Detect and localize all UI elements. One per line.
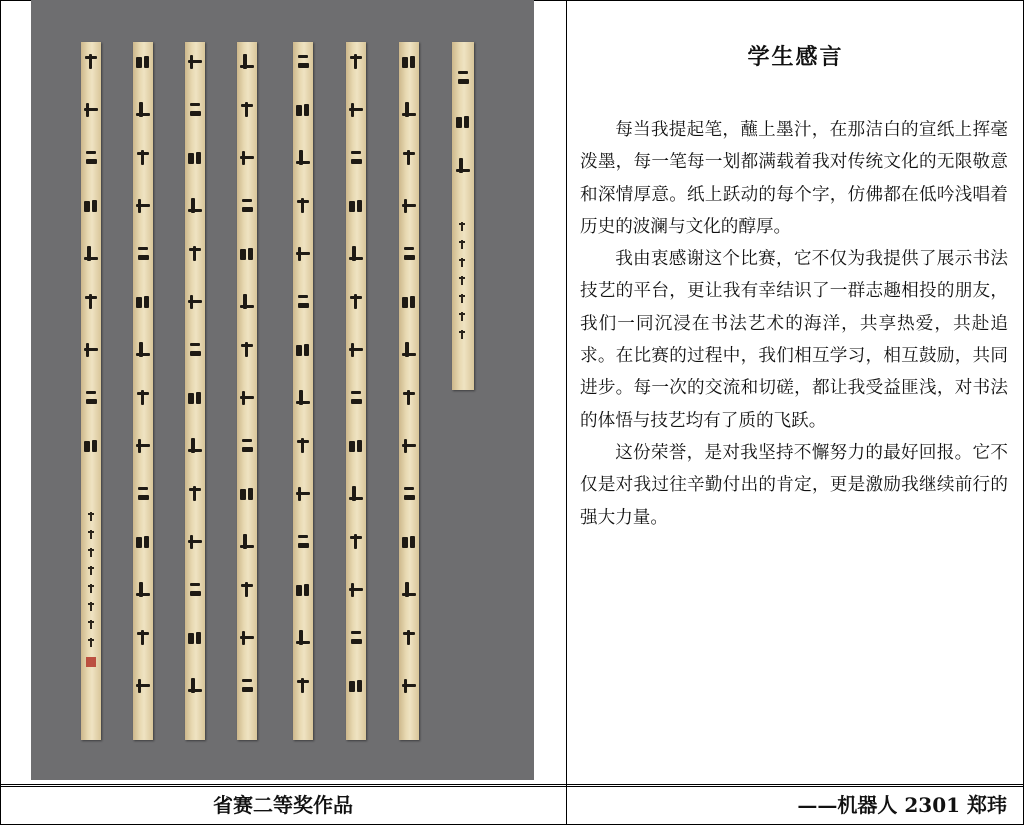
calligraphy-glyph-mark [402,582,416,598]
calligraphy-glyph-mark [136,486,150,502]
calligraphy-glyph-mark [349,246,363,262]
title-glyph-mark [456,70,470,86]
footer-divider-top [0,784,1024,785]
title-note-mark [458,276,466,286]
signature-mark [87,584,95,594]
calligraphy-glyph-mark [296,102,310,118]
calligraphy-glyph-mark [84,54,98,70]
calligraphy-glyph-mark [136,294,150,310]
author-caption: ——机器人 2301 郑玮 [797,793,1007,817]
calligraphy-glyph-mark [188,534,202,550]
calligraphy-glyph-mark [84,438,98,454]
calligraphy-glyph-mark [296,198,310,214]
calligraphy-glyph-mark [402,534,416,550]
calligraphy-glyph-mark [296,150,310,166]
calligraphy-glyph-mark [136,534,150,550]
essay-title: 学生感言 [747,44,844,70]
calligraphy-artwork [31,0,534,780]
calligraphy-glyph-mark [188,342,202,358]
title-note-mark [458,240,466,250]
calligraphy-glyph-mark [84,102,98,118]
calligraphy-glyph-mark [136,678,150,694]
essay-paragraph: 每当我提起笔，蘸上墨汁，在那洁白的宣纸上挥毫泼墨，每一笔每一划都满载着我对传统文化的无限敬意和深情厚意。纸上跃动的每个字，仿佛都在低吟浅唱着历史的波澜与文化的醇厚。 [580,120,1008,237]
calligraphy-glyph-mark [402,342,416,358]
bamboo-strip [81,42,101,740]
calligraphy-glyph-mark [240,294,254,310]
title-note-mark [458,330,466,340]
calligraphy-glyph-mark [136,390,150,406]
calligraphy-glyph-mark [296,342,310,358]
calligraphy-glyph-mark [84,150,98,166]
calligraphy-glyph-mark [136,246,150,262]
seal-stamp [86,657,96,667]
calligraphy-glyph-mark [84,390,98,406]
calligraphy-glyph-mark [240,342,254,358]
essay-paragraph: 我由衷感谢这个比赛，它不仅为我提供了展示书法技艺的平台，更让我有幸结识了一群志趣相投的朋友，我们一同沉浸在书法艺术的海洋，共享热爱，共赴追求。在比赛的过程中，我们相互学习，相互鼓励，共同进步。每一次的交流和切磋，都让我受益匪浅，对书法的体悟与技艺均有了质的飞跃。 [580,249,1008,431]
calligraphy-glyph-mark [188,198,202,214]
calligraphy-glyph-mark [349,342,363,358]
award-caption: 省赛二等奖作品 [213,793,353,817]
calligraphy-glyph-mark [136,54,150,70]
calligraphy-glyph-mark [188,678,202,694]
calligraphy-glyph-mark [402,294,416,310]
signature-mark [87,530,95,540]
signature-mark [87,620,95,630]
signature-mark [87,566,95,576]
calligraphy-glyph-mark [296,678,310,694]
calligraphy-glyph-mark [349,678,363,694]
essay-paragraph: 这份荣誉，是对我坚持不懈努力的最好回报。它不仅是对我过往辛勤付出的肯定，更是激励我继续前行的强大力量。 [580,442,1008,528]
calligraphy-glyph-mark [188,582,202,598]
calligraphy-glyph-mark [188,630,202,646]
bamboo-strip [185,42,205,740]
calligraphy-glyph-mark [188,390,202,406]
title-glyph-mark [456,158,470,174]
calligraphy-glyph-mark [349,486,363,502]
title-note-mark [458,312,466,322]
signature-mark [87,548,95,558]
title-note-mark [458,294,466,304]
calligraphy-glyph-mark [349,150,363,166]
calligraphy-glyph-mark [188,150,202,166]
calligraphy-glyph-mark [188,246,202,262]
calligraphy-glyph-mark [296,438,310,454]
signature-mark [87,602,95,612]
calligraphy-glyph-mark [136,198,150,214]
calligraphy-glyph-mark [136,630,150,646]
calligraphy-glyph-mark [402,150,416,166]
calligraphy-glyph-mark [349,294,363,310]
calligraphy-glyph-mark [188,54,202,70]
calligraphy-glyph-mark [296,630,310,646]
title-strip [452,42,474,390]
calligraphy-glyph-mark [296,486,310,502]
calligraphy-glyph-mark [84,198,98,214]
calligraphy-glyph-mark [136,438,150,454]
calligraphy-glyph-mark [349,534,363,550]
bamboo-strip [237,42,257,740]
calligraphy-glyph-mark [188,486,202,502]
calligraphy-glyph-mark [296,534,310,550]
calligraphy-glyph-mark [84,342,98,358]
calligraphy-glyph-mark [240,534,254,550]
calligraphy-glyph-mark [240,438,254,454]
calligraphy-glyph-mark [136,102,150,118]
calligraphy-glyph-mark [402,630,416,646]
calligraphy-glyph-mark [349,390,363,406]
calligraphy-glyph-mark [136,342,150,358]
calligraphy-glyph-mark [296,582,310,598]
calligraphy-glyph-mark [240,246,254,262]
calligraphy-glyph-mark [240,630,254,646]
column-divider [566,0,567,825]
bamboo-strip [133,42,153,740]
calligraphy-glyph-mark [84,246,98,262]
essay-body [580,114,1008,534]
calligraphy-glyph-mark [188,294,202,310]
calligraphy-glyph-mark [296,390,310,406]
bamboo-strip [346,42,366,740]
calligraphy-glyph-mark [240,150,254,166]
calligraphy-glyph-mark [240,582,254,598]
signature-mark [87,512,95,522]
calligraphy-glyph-mark [402,678,416,694]
calligraphy-glyph-mark [136,582,150,598]
calligraphy-glyph-mark [136,150,150,166]
calligraphy-glyph-mark [188,438,202,454]
calligraphy-glyph-mark [240,102,254,118]
calligraphy-glyph-mark [240,486,254,502]
calligraphy-glyph-mark [349,438,363,454]
calligraphy-glyph-mark [349,582,363,598]
calligraphy-glyph-mark [84,294,98,310]
calligraphy-glyph-mark [349,102,363,118]
calligraphy-glyph-mark [349,54,363,70]
calligraphy-glyph-mark [240,198,254,214]
title-note-mark [458,222,466,232]
title-note-mark [458,258,466,268]
calligraphy-glyph-mark [402,246,416,262]
signature-mark [87,638,95,648]
calligraphy-glyph-mark [349,630,363,646]
calligraphy-glyph-mark [402,54,416,70]
calligraphy-glyph-mark [402,198,416,214]
calligraphy-glyph-mark [349,198,363,214]
title-glyph-mark [456,114,470,130]
calligraphy-glyph-mark [296,294,310,310]
calligraphy-glyph-mark [240,678,254,694]
bamboo-strip [399,42,419,740]
calligraphy-glyph-mark [240,390,254,406]
calligraphy-glyph-mark [402,390,416,406]
calligraphy-glyph-mark [402,486,416,502]
calligraphy-glyph-mark [402,438,416,454]
calligraphy-glyph-mark [296,246,310,262]
calligraphy-glyph-mark [188,102,202,118]
calligraphy-glyph-mark [402,102,416,118]
bamboo-strip [293,42,313,740]
calligraphy-glyph-mark [240,54,254,70]
calligraphy-glyph-mark [296,54,310,70]
